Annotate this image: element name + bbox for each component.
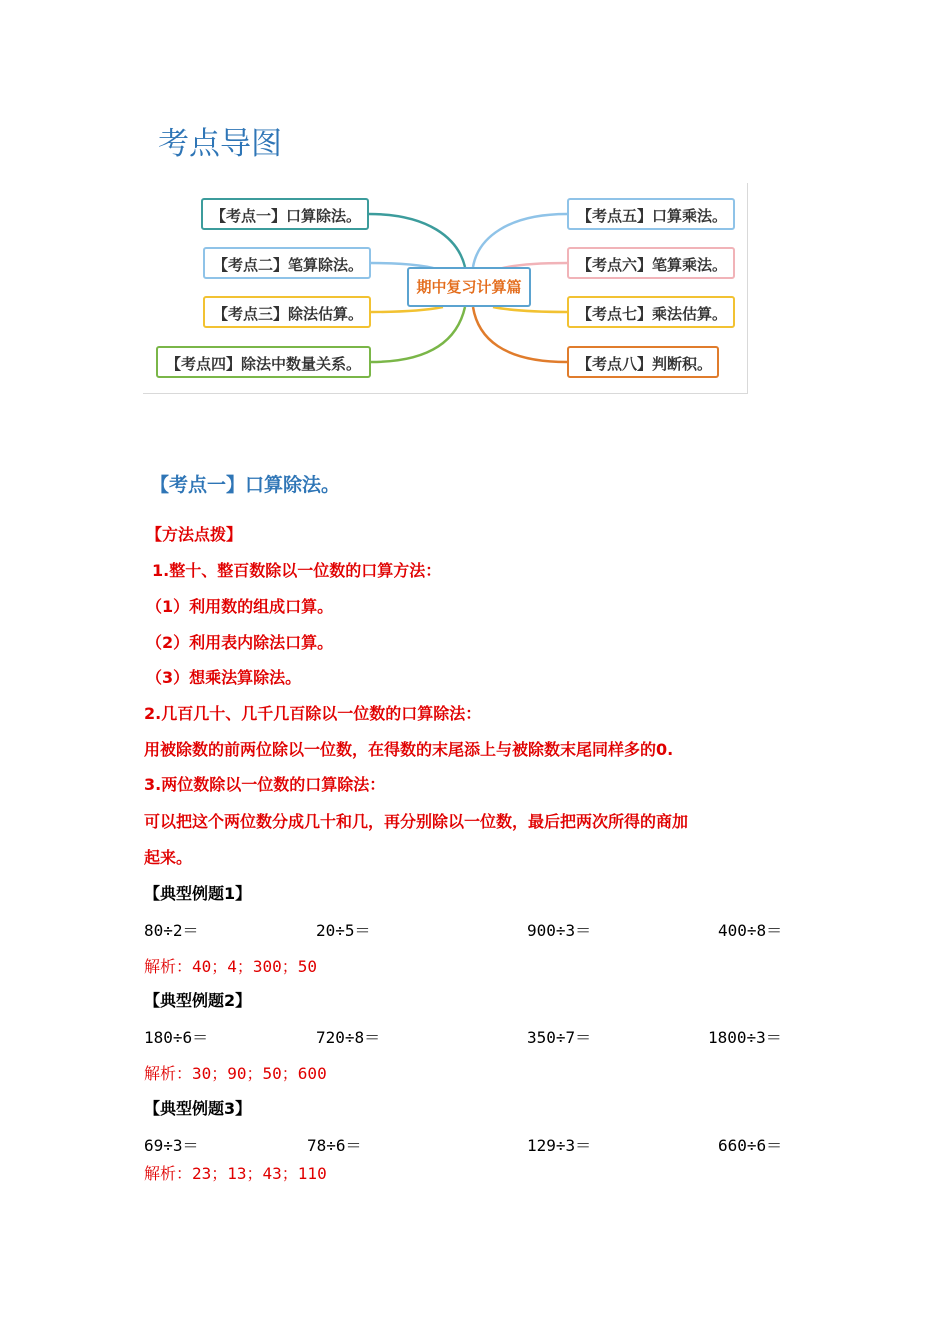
page-title: 考点导图	[158, 126, 282, 162]
example-3-problem-3: 129÷3＝	[527, 1136, 592, 1155]
method-heading: 【方法点拨】	[146, 525, 243, 544]
node-kaodian-1: 【考点一】口算除法。	[201, 198, 369, 230]
node-kaodian-6: 【考点六】笔算乘法。	[567, 247, 735, 279]
example-3-problem-2: 78÷6＝	[307, 1136, 362, 1155]
node-kaodian-8: 【考点八】判断积。	[567, 346, 719, 378]
method-line-6: 用被除数的前两位除以一位数，在得数的末尾添上与被除数末尾同样多的0.	[144, 740, 674, 759]
connector-1	[369, 214, 465, 267]
example-3-problem-1: 69÷3＝	[144, 1136, 199, 1155]
example-2-answer: 解析：30；90；50；600	[144, 1064, 327, 1083]
example-1-problem-3: 900÷3＝	[527, 921, 592, 940]
example-1-problem-2: 20÷5＝	[316, 921, 371, 940]
method-line-2: （1）利用数的组成口算。	[146, 597, 334, 616]
connector-7	[493, 307, 567, 312]
node-kaodian-5: 【考点五】口算乘法。	[567, 198, 735, 230]
method-line-7: 3.两位数除以一位数的口算除法：	[144, 775, 386, 794]
example-1-problem-1: 80÷2＝	[144, 921, 199, 940]
example-2-problem-1: 180÷6＝	[144, 1028, 209, 1047]
example-heading-1: 【典型例题1】	[144, 884, 252, 903]
example-2-problem-3: 350÷7＝	[527, 1028, 592, 1047]
node-kaodian-4: 【考点四】除法中数量关系。	[156, 346, 371, 378]
connector-5	[473, 214, 567, 267]
method-line-9: 起来。	[144, 848, 193, 867]
connector-4	[371, 307, 465, 362]
node-kaodian-3: 【考点三】除法估算。	[203, 296, 371, 328]
example-heading-2: 【典型例题2】	[144, 991, 252, 1010]
example-1-answer: 解析：40；4；300；50	[144, 957, 318, 976]
mind-map	[143, 183, 748, 394]
example-3-answer: 解析：23；13；43；110	[144, 1164, 327, 1183]
method-line-8: 可以把这个两位数分成几十和几，再分别除以一位数，最后把两次所得的商加	[144, 812, 689, 831]
method-line-4: （3）想乘法算除法。	[146, 668, 302, 687]
method-line-1: 1.整十、整百数除以一位数的口算方法：	[152, 561, 442, 580]
connector-8	[473, 307, 567, 362]
example-heading-3: 【典型例题3】	[144, 1099, 252, 1118]
example-2-problem-4: 1800÷3＝	[708, 1028, 782, 1047]
node-kaodian-2: 【考点二】笔算除法。	[203, 247, 371, 279]
node-kaodian-7: 【考点七】乘法估算。	[567, 296, 735, 328]
example-3-problem-4: 660÷6＝	[718, 1136, 783, 1155]
connector-3	[371, 307, 443, 312]
example-2-problem-2: 720÷8＝	[316, 1028, 381, 1047]
method-line-3: （2）利用表内除法口算。	[146, 633, 334, 652]
method-line-5: 2.几百几十、几千几百除以一位数的口算除法：	[144, 704, 482, 723]
example-1-problem-4: 400÷8＝	[718, 921, 783, 940]
mind-map-center: 期中复习计算篇	[407, 267, 531, 307]
section-title: 【考点一】口算除法。	[150, 474, 341, 496]
